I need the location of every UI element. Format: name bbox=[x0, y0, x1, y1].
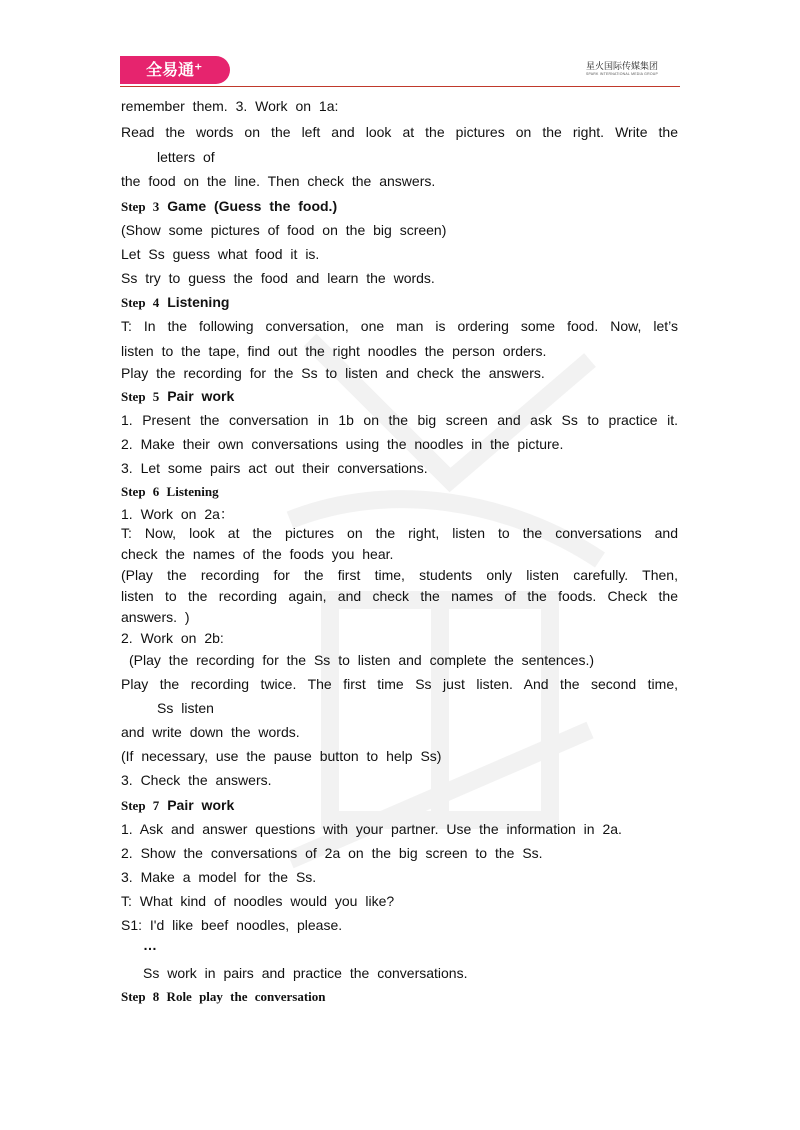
text-line: S1: I'd like beef noodles, please. bbox=[121, 917, 343, 933]
step-3-heading bbox=[121, 198, 337, 215]
text-line: 1. Ask and answer questions with your partner. Use the information in 2a. bbox=[121, 821, 622, 837]
brand-logo: 全易通⁺ bbox=[120, 56, 230, 84]
step-number: Step 7 bbox=[121, 798, 160, 813]
company-name bbox=[586, 62, 658, 77]
text-line: Play the recording for the Ss to listen and check the answers. bbox=[121, 365, 545, 381]
text-line: 3. Check the answers. bbox=[121, 772, 272, 788]
text-line: check the names of the foods you hear. bbox=[121, 546, 394, 562]
text-line: (Play the recording for the Ss to listen and complete the sentences.) bbox=[129, 652, 595, 668]
company-name-cn: 星火国际传媒集团 bbox=[585, 62, 658, 72]
text-line: Play the recording twice. The first time Ss just listen. And the second time, bbox=[121, 676, 678, 692]
step-4-heading bbox=[121, 294, 229, 311]
text-line: and write down the words. bbox=[121, 724, 300, 740]
ellipsis: … bbox=[143, 937, 157, 953]
text-line: (Play the recording for the first time, students only listen carefully. Then, bbox=[121, 567, 678, 583]
text-line: 3. Make a model for the Ss. bbox=[121, 869, 317, 885]
text-line: 2. Work on 2b: bbox=[121, 630, 224, 646]
text-line: 2. Make their own conversations using the noodles in the picture. bbox=[121, 436, 564, 452]
company-name-en: SPARK INTERNATIONAL MEDIA GROUP bbox=[585, 72, 658, 76]
step-title: Pair work bbox=[167, 797, 235, 813]
step-number: Step 3 bbox=[121, 199, 160, 214]
text-line: (Show some pictures of food on the big screen) bbox=[121, 222, 447, 238]
text-line: T: In the following conversation, one man is ordering some food. Now, let’s bbox=[121, 318, 678, 334]
step-title: Listening bbox=[167, 294, 230, 310]
text-line: T: Now, look at the pictures on the right, listen to the conversations and bbox=[121, 525, 678, 541]
header-divider bbox=[120, 86, 680, 87]
step-8-heading: Step 8 Role play the conversation bbox=[121, 989, 326, 1004]
text-line: (If necessary, use the pause button to help Ss) bbox=[121, 748, 442, 764]
text-line: Ss work in pairs and practice the conversations. bbox=[143, 965, 468, 981]
text-line: 2. Show the conversations of 2a on the big screen to the Ss. bbox=[121, 845, 543, 861]
text-line: 1. Work on 2a： bbox=[121, 506, 234, 522]
page-header bbox=[120, 56, 680, 88]
step-title: Game (Guess the food.) bbox=[167, 198, 338, 214]
step-title: Pair work bbox=[167, 388, 235, 404]
text-line: remember them. 3. Work on 1a: bbox=[121, 98, 339, 114]
text-line: T: What kind of noodles would you like? bbox=[121, 893, 395, 909]
text-line: answers. ) bbox=[121, 609, 190, 625]
text-line: Read the words on the left and look at the pictures on the right. Write the bbox=[121, 124, 678, 140]
text-line: Let Ss guess what food it is. bbox=[121, 246, 320, 262]
step-5-heading bbox=[121, 388, 234, 405]
text-line: 1. Present the conversation in 1b on the big screen and ask Ss to practice it. bbox=[121, 412, 678, 428]
text-line: 3. Let some pairs act out their conversations. bbox=[121, 460, 428, 476]
text-line: Ss listen bbox=[157, 700, 214, 716]
text-line: letters of bbox=[157, 149, 215, 165]
text-line: the food on the line. Then check the answers. bbox=[121, 173, 436, 189]
step-number: Step 4 bbox=[121, 295, 160, 310]
step-7-heading bbox=[121, 797, 234, 814]
step-6-heading: Step 6 Listening bbox=[121, 484, 219, 499]
text-line: listen to the recording again, and check the names of the foods. Check the bbox=[121, 588, 678, 604]
step-number: Step 5 bbox=[121, 389, 160, 404]
text-line: Ss try to guess the food and learn the words. bbox=[121, 270, 435, 286]
text-line: listen to the tape, find out the right noodles the person orders. bbox=[121, 343, 547, 359]
